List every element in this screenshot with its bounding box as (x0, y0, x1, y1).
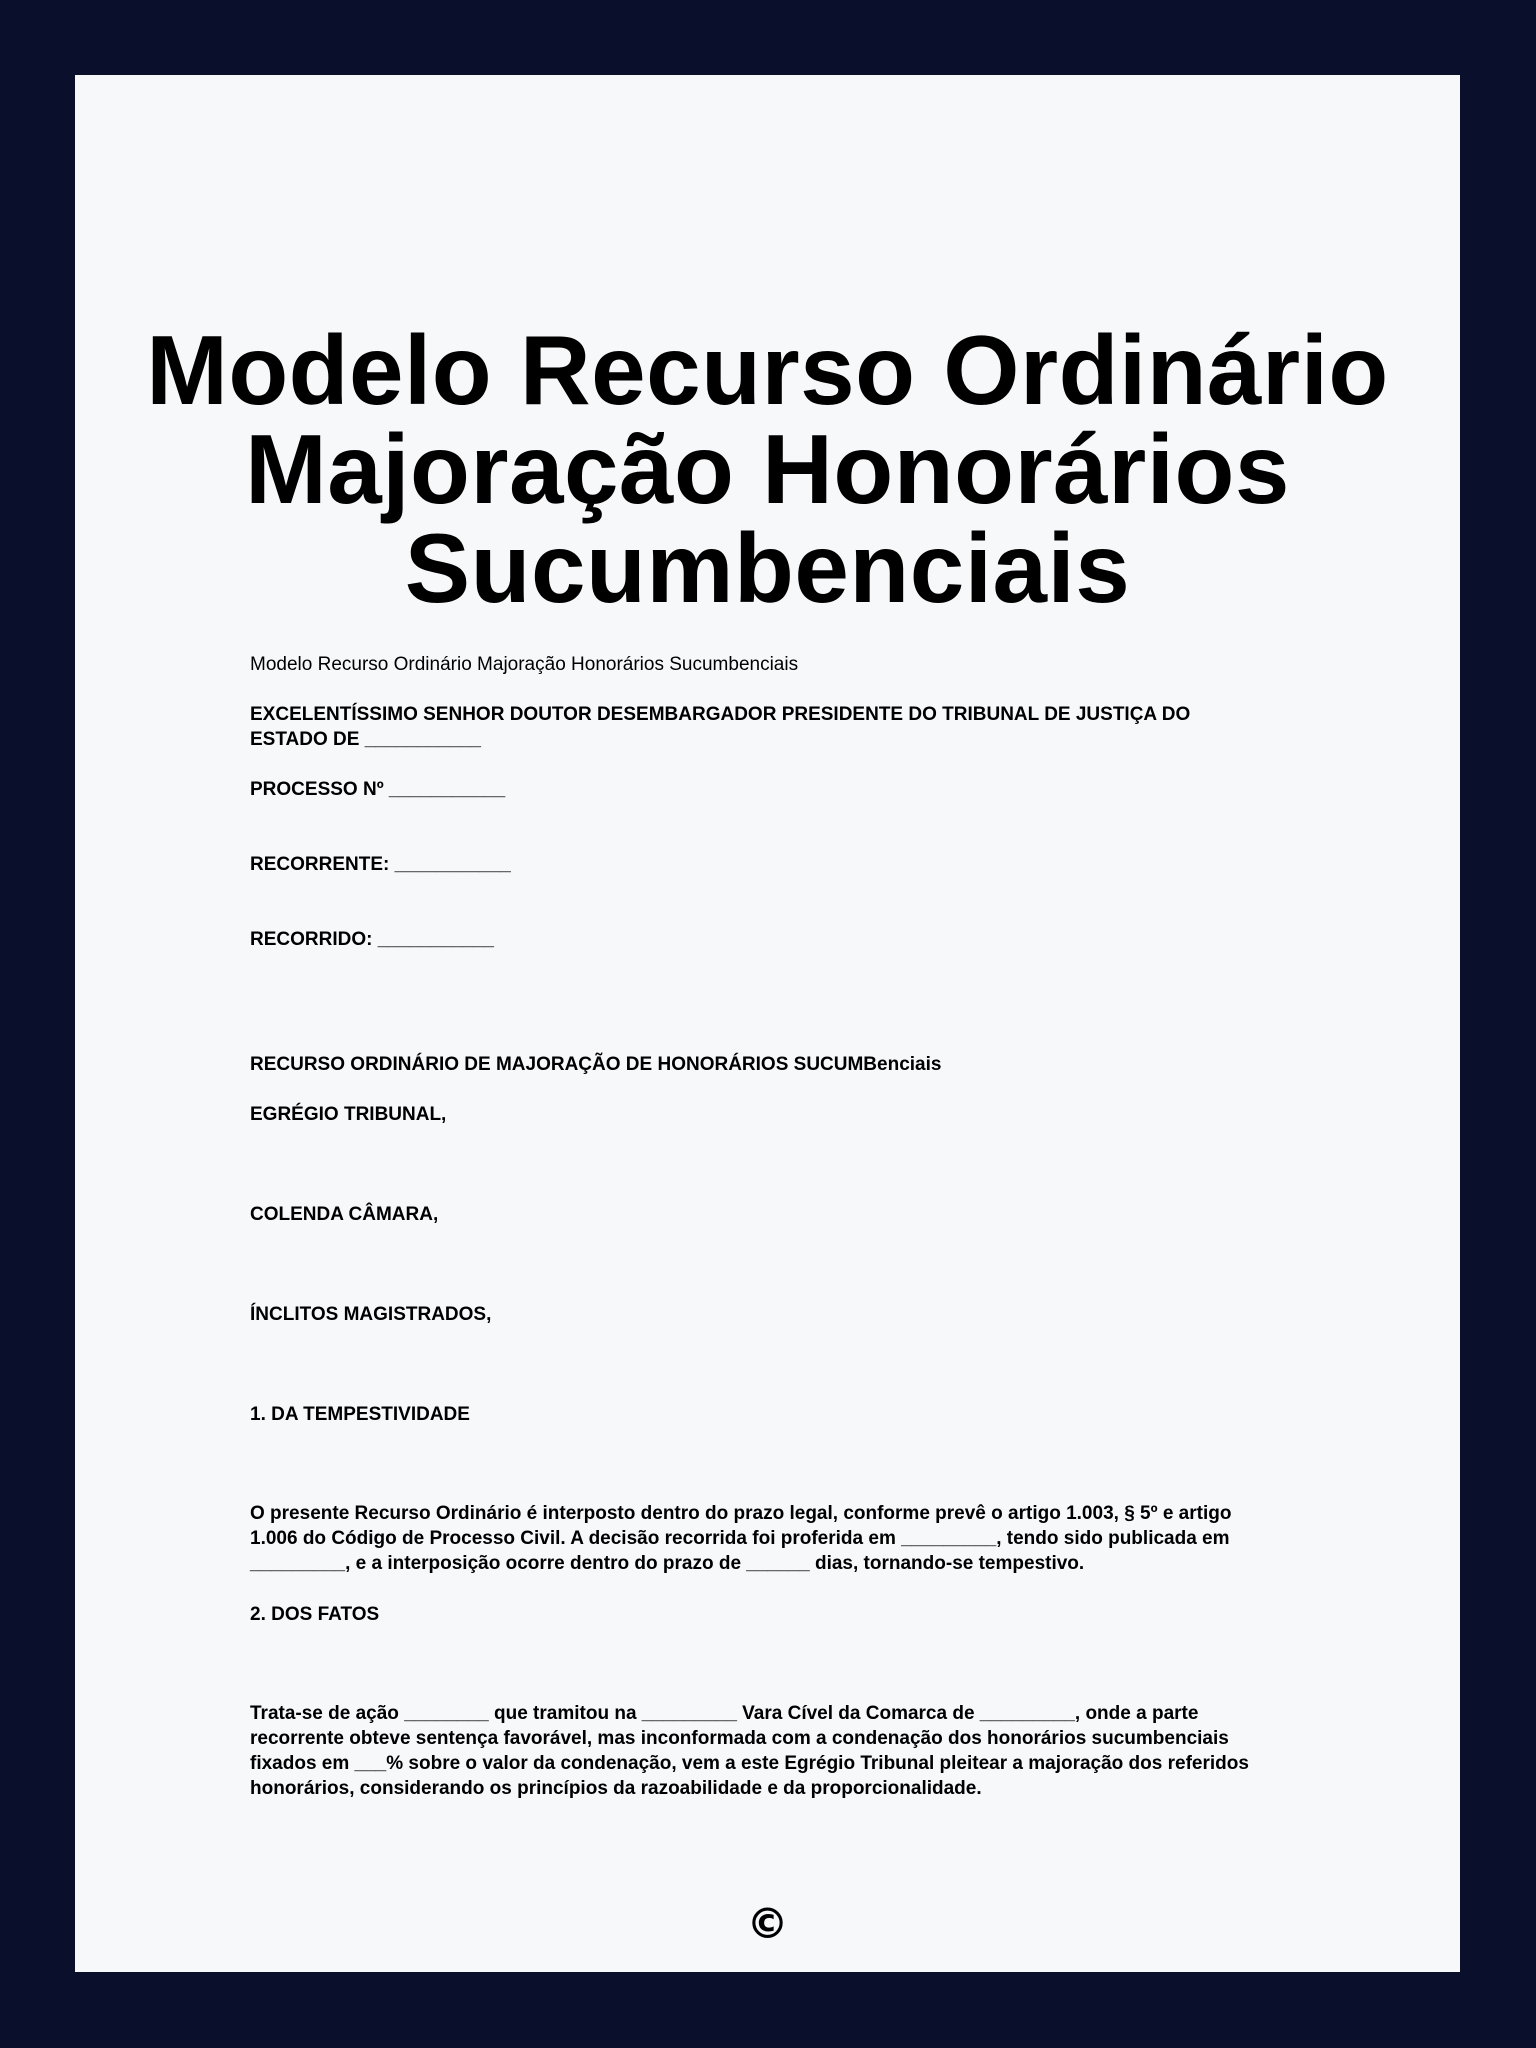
section-2-paragraph: Trata-se de ação ________ que tramitou na _________ Vara Cível da Comarca de _________, onde a parte recorrente obteve sentença favorável, mas inconformada com a condenação dos honorários sucumbenciais fixados em ___% sobre o valor da condenação, vem a este Egrégio Tribunal pleitear a majoração dos referidos honorários, considerando os princípios da razoabilidade e da proporcionalidade. (250, 1703, 1249, 1799)
section-2-heading: 2. DOS FATOS (250, 1604, 380, 1625)
copyright-icon: © (746, 1899, 789, 1948)
section-1-paragraph: O presente Recurso Ordinário é interposto dentro do prazo legal, conforme prevê o artigo 1.003, § 5º e artigo 1.006 do Código de Processo Civil. A decisão recorrida foi proferida em _________, tendo sido publicada em _________, e a interposição ocorre dentro do prazo de ______ dias, tornando-se tempestivo. (250, 1503, 1232, 1574)
salutation-magistrados: ÍNCLITOS MAGISTRADOS, (250, 1304, 492, 1325)
addressee-paragraph: EXCELENTÍSSIMO SENHOR DOUTOR DESEMBARGADOR PRESIDENTE DO TRIBUNAL DE JUSTIÇA DO ESTADO DE ___________ (250, 704, 1191, 750)
recurso-heading: RECURSO ORDINÁRIO DE MAJORAÇÃO DE HONORÁRIOS SUCUMBenciais (250, 1054, 942, 1075)
salutation-tribunal: EGRÉGIO TRIBUNAL, (250, 1104, 447, 1125)
recorrido-field: RECORRIDO: ___________ (250, 929, 494, 950)
document-title: Modelo Recurso Ordinário Majoração Honorários Sucumbenciais (146, 315, 1389, 623)
section-1-heading: 1. DA TEMPESTIVIDADE (250, 1404, 470, 1425)
document-page (75, 75, 1460, 1972)
salutation-camara: COLENDA CÂMARA, (250, 1204, 439, 1225)
recorrente-field: RECORRENTE: ___________ (250, 854, 511, 875)
processo-field: PROCESSO Nº ___________ (250, 779, 506, 800)
document-subtitle: Modelo Recurso Ordinário Majoração Honorários Sucumbenciais (250, 654, 799, 675)
